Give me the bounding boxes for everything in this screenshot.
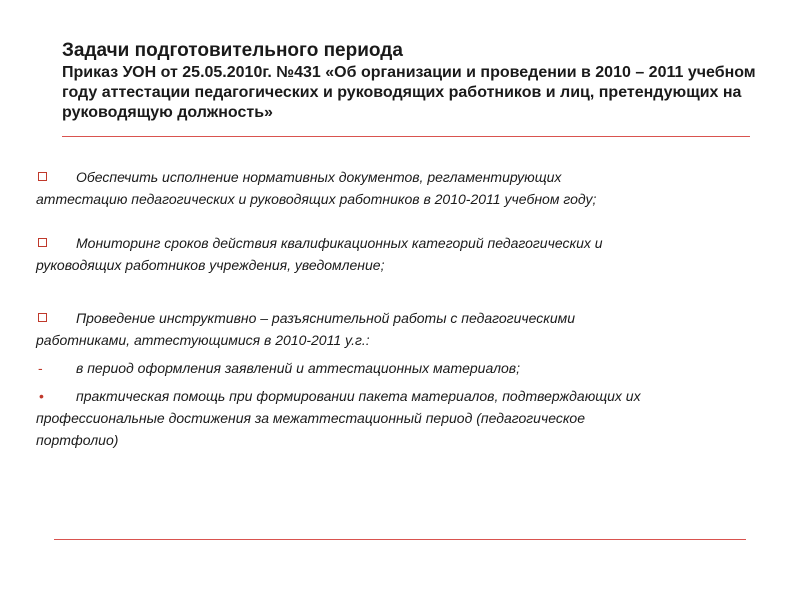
dash-bullet-icon: -	[38, 360, 43, 376]
task-item-2	[36, 232, 776, 276]
subitem-1-text: в период оформления заявлений и аттестационных материалов;	[76, 360, 520, 376]
task-1-line-2: аттестацию педагогических и руководящих работников в 2010-2011 учебном году;	[36, 191, 597, 207]
subitem-1	[36, 357, 776, 379]
task-list	[36, 166, 776, 451]
task-item-1	[36, 166, 776, 210]
page-subtitle: Приказ УОН от 25.05.2010г. №431 «Об организации и проведении в 2010 – 2011 учебном году аттестации педагогических и руководящих работников и лиц, претендующих на руководящую должность»	[62, 64, 756, 121]
subitem-2-line-2: профессиональные достижения за межаттестационный период (педагогическое	[36, 410, 586, 426]
bottom-divider	[54, 539, 746, 540]
task-2-line-1: Мониторинг сроков действия квалификационных категорий педагогических и	[76, 235, 603, 251]
subitem-2-line-1: практическая помощь при формировании пакета материалов, подтверждающих их	[76, 388, 641, 404]
subitem-2-line-3: портфолио)	[36, 432, 119, 448]
task-1-line-1: Обеспечить исполнение нормативных документов, регламентирующих	[76, 169, 562, 185]
page-title: Задачи подготовительного периода	[62, 40, 403, 61]
dot-bullet-icon: •	[39, 388, 44, 404]
task-3-line-2: работниками, аттестующимися в 2010-2011 у.г.:	[36, 332, 370, 348]
square-bullet-icon	[38, 172, 47, 181]
task-item-3	[36, 307, 776, 351]
square-bullet-icon	[38, 313, 47, 322]
square-bullet-icon	[38, 238, 47, 247]
title-block	[62, 40, 762, 123]
task-3-line-1: Проведение инструктивно – разъяснительной работы с педагогическими	[76, 310, 576, 326]
top-divider	[62, 136, 750, 137]
task-2-line-2: руководящих работников учреждения, уведомление;	[36, 257, 385, 273]
subitem-2	[36, 385, 776, 451]
